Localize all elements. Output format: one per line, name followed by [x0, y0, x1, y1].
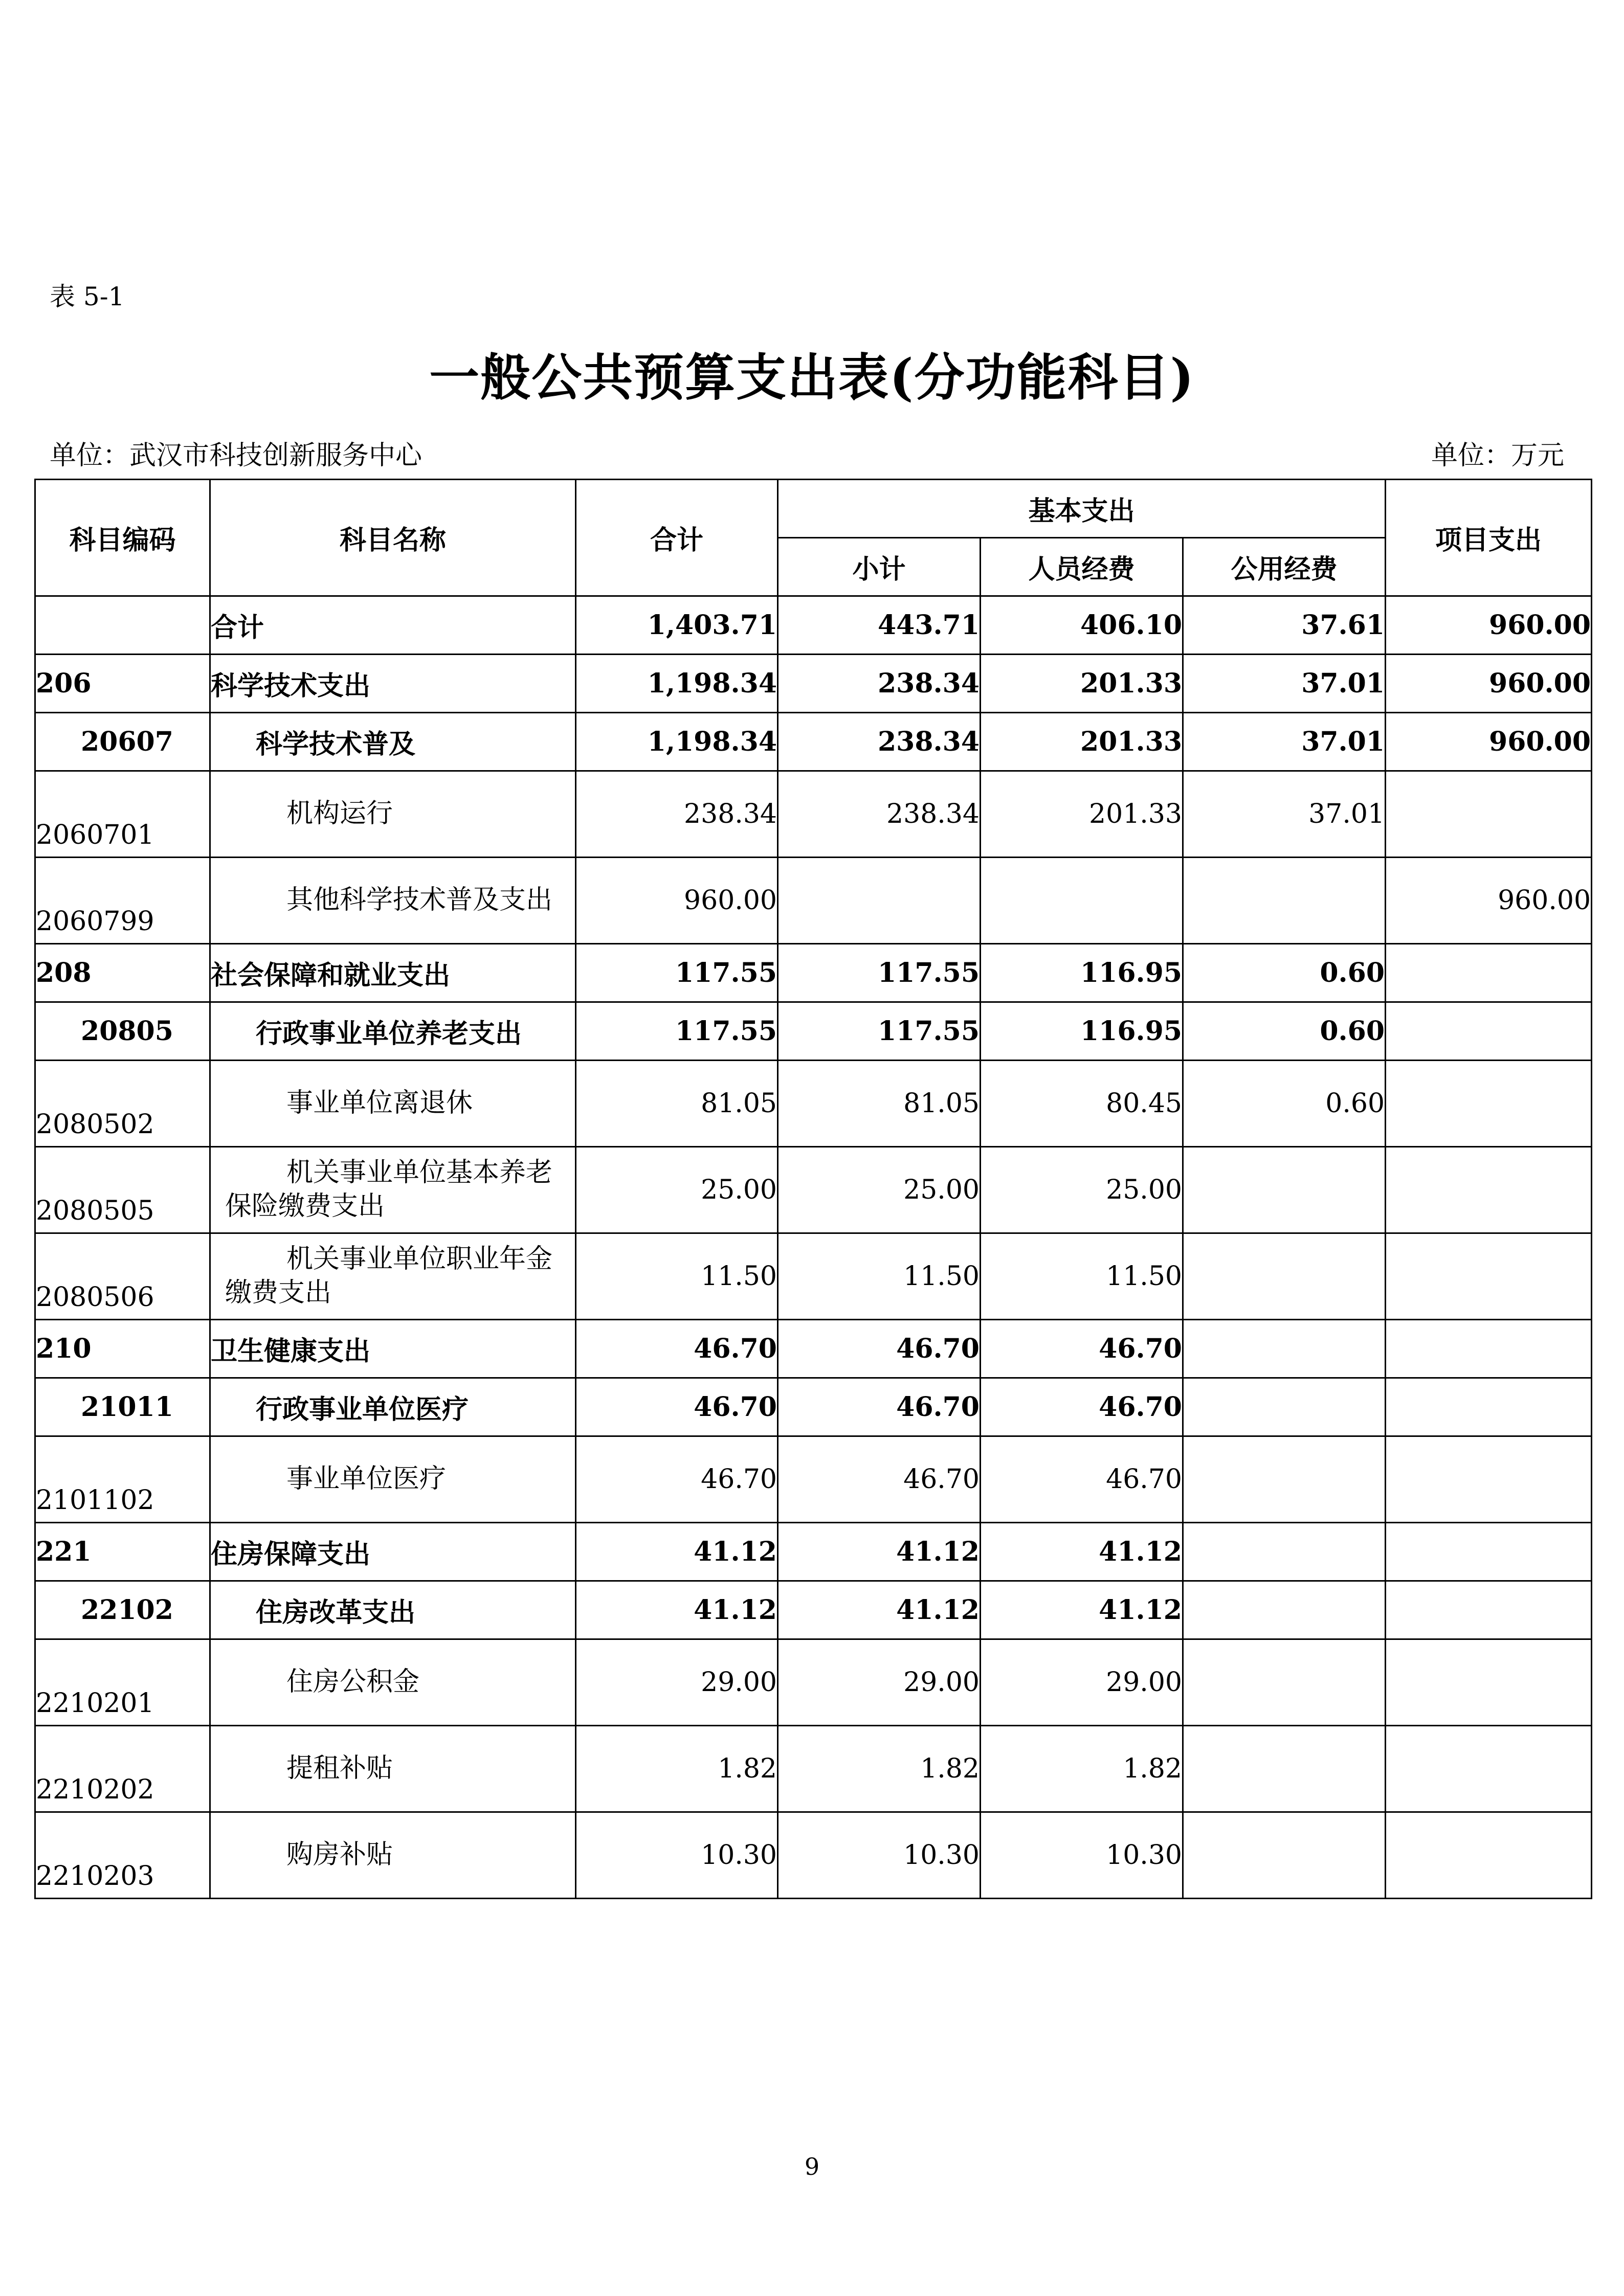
table-row	[35, 713, 1592, 771]
cell-code: 2080505	[35, 1147, 210, 1233]
table-row	[35, 1061, 1592, 1147]
cell-personnel: 201.33	[981, 655, 1183, 713]
page-number: 9	[804, 2153, 820, 2180]
budget-table	[34, 479, 1592, 1899]
cell-project	[1386, 1002, 1592, 1061]
cell-personnel: 1.82	[981, 1726, 1183, 1812]
table-row	[35, 1812, 1592, 1899]
cell-code: 2080506	[35, 1233, 210, 1320]
cell-code: 22102	[35, 1581, 210, 1639]
cell-name: 合计	[210, 596, 576, 655]
cell-name: 住房公积金	[210, 1639, 576, 1726]
table-row	[35, 1523, 1592, 1581]
header-public: 公用经费	[1183, 538, 1386, 596]
table-body	[35, 596, 1592, 1899]
cell-total: 41.12	[576, 1581, 778, 1639]
cell-total: 1.82	[576, 1726, 778, 1812]
cell-public: 0.60	[1183, 944, 1386, 1002]
cell-personnel: 80.45	[981, 1061, 1183, 1147]
cell-total: 29.00	[576, 1639, 778, 1726]
cell-project	[1386, 771, 1592, 858]
cell-name: 购房补贴	[210, 1812, 576, 1899]
cell-project: 960.00	[1386, 596, 1592, 655]
cell-public	[1183, 1378, 1386, 1436]
cell-public	[1183, 1147, 1386, 1233]
cell-subtotal: 117.55	[778, 944, 981, 1002]
cell-personnel: 406.10	[981, 596, 1183, 655]
cell-personnel: 116.95	[981, 944, 1183, 1002]
cell-subtotal: 1.82	[778, 1726, 981, 1812]
cell-project	[1386, 1639, 1592, 1726]
cell-name: 事业单位离退休	[210, 1061, 576, 1147]
cell-subtotal: 46.70	[778, 1378, 981, 1436]
cell-public	[1183, 1726, 1386, 1812]
cell-name: 住房改革支出	[210, 1581, 576, 1639]
cell-project	[1386, 1581, 1592, 1639]
cell-subtotal: 11.50	[778, 1233, 981, 1320]
cell-total: 81.05	[576, 1061, 778, 1147]
cell-project	[1386, 1320, 1592, 1378]
cell-public	[1183, 1812, 1386, 1899]
table-row	[35, 858, 1592, 944]
cell-public	[1183, 1523, 1386, 1581]
cell-public: 37.01	[1183, 655, 1386, 713]
cell-public: 0.60	[1183, 1002, 1386, 1061]
cell-public	[1183, 858, 1386, 944]
cell-code: 2210202	[35, 1726, 210, 1812]
cell-personnel: 46.70	[981, 1436, 1183, 1523]
cell-public: 37.01	[1183, 713, 1386, 771]
cell-public: 0.60	[1183, 1061, 1386, 1147]
cell-code: 2060799	[35, 858, 210, 944]
cell-project: 960.00	[1386, 858, 1592, 944]
cell-code: 2210203	[35, 1812, 210, 1899]
cell-project	[1386, 1233, 1592, 1320]
table-row	[35, 655, 1592, 713]
cell-personnel: 41.12	[981, 1523, 1183, 1581]
table-row	[35, 1002, 1592, 1061]
cell-total: 1,198.34	[576, 713, 778, 771]
cell-name: 行政事业单位医疗	[210, 1378, 576, 1436]
cell-subtotal: 41.12	[778, 1581, 981, 1639]
cell-name: 提租补贴	[210, 1726, 576, 1812]
cell-subtotal: 46.70	[778, 1320, 981, 1378]
cell-total: 46.70	[576, 1320, 778, 1378]
cell-personnel: 46.70	[981, 1378, 1183, 1436]
cell-project	[1386, 1378, 1592, 1436]
cell-public: 37.61	[1183, 596, 1386, 655]
cell-code: 208	[35, 944, 210, 1002]
cell-total: 117.55	[576, 1002, 778, 1061]
cell-subtotal: 29.00	[778, 1639, 981, 1726]
table-number: 表 5-1	[50, 282, 125, 311]
cell-subtotal: 10.30	[778, 1812, 981, 1899]
header-name: 科目名称	[210, 480, 576, 596]
cell-name: 其他科学技术普及支出	[210, 858, 576, 944]
cell-name: 卫生健康支出	[210, 1320, 576, 1378]
cell-code: 2210201	[35, 1639, 210, 1726]
cell-personnel: 25.00	[981, 1147, 1183, 1233]
cell-subtotal: 25.00	[778, 1147, 981, 1233]
cell-name: 科学技术普及	[210, 713, 576, 771]
cell-project	[1386, 1147, 1592, 1233]
cell-code: 20805	[35, 1002, 210, 1061]
cell-project	[1386, 1436, 1592, 1523]
cell-code: 2101102	[35, 1436, 210, 1523]
cell-subtotal: 81.05	[778, 1061, 981, 1147]
header-total: 合计	[576, 480, 778, 596]
cell-code	[35, 596, 210, 655]
cell-name: 机构运行	[210, 771, 576, 858]
cell-subtotal: 46.70	[778, 1436, 981, 1523]
unit-organization: 单位：武汉市科技创新服务中心	[50, 440, 422, 471]
cell-subtotal: 443.71	[778, 596, 981, 655]
cell-name: 住房保障支出	[210, 1523, 576, 1581]
table-row	[35, 771, 1592, 858]
cell-total: 10.30	[576, 1812, 778, 1899]
table-row	[35, 1436, 1592, 1523]
cell-subtotal	[778, 858, 981, 944]
cell-subtotal: 238.34	[778, 713, 981, 771]
cell-personnel: 116.95	[981, 1002, 1183, 1061]
cell-personnel: 46.70	[981, 1320, 1183, 1378]
cell-public: 37.01	[1183, 771, 1386, 858]
cell-personnel: 11.50	[981, 1233, 1183, 1320]
cell-project	[1386, 1523, 1592, 1581]
cell-total: 238.34	[576, 771, 778, 858]
cell-project	[1386, 1061, 1592, 1147]
cell-name: 机关事业单位职业年金缴费支出	[210, 1233, 576, 1320]
cell-code: 2080502	[35, 1061, 210, 1147]
cell-subtotal: 41.12	[778, 1523, 981, 1581]
cell-subtotal: 117.55	[778, 1002, 981, 1061]
cell-project	[1386, 1812, 1592, 1899]
cell-project	[1386, 944, 1592, 1002]
cell-public	[1183, 1436, 1386, 1523]
cell-total: 11.50	[576, 1233, 778, 1320]
table-row	[35, 1147, 1592, 1233]
cell-public	[1183, 1581, 1386, 1639]
cell-name: 社会保障和就业支出	[210, 944, 576, 1002]
cell-total: 41.12	[576, 1523, 778, 1581]
cell-project	[1386, 1726, 1592, 1812]
cell-name: 行政事业单位养老支出	[210, 1002, 576, 1061]
cell-personnel: 41.12	[981, 1581, 1183, 1639]
cell-name: 科学技术支出	[210, 655, 576, 713]
table-row	[35, 1320, 1592, 1378]
cell-personnel: 201.33	[981, 771, 1183, 858]
cell-public	[1183, 1233, 1386, 1320]
cell-code: 221	[35, 1523, 210, 1581]
cell-total: 46.70	[576, 1436, 778, 1523]
header-personnel: 人员经费	[981, 538, 1183, 596]
header-code: 科目编码	[35, 480, 210, 596]
cell-total: 960.00	[576, 858, 778, 944]
cell-public	[1183, 1320, 1386, 1378]
cell-total: 46.70	[576, 1378, 778, 1436]
header-basic: 基本支出	[778, 480, 1386, 538]
cell-code: 20607	[35, 713, 210, 771]
cell-personnel: 201.33	[981, 713, 1183, 771]
table-row	[35, 1378, 1592, 1436]
cell-personnel: 10.30	[981, 1812, 1183, 1899]
cell-name: 事业单位医疗	[210, 1436, 576, 1523]
cell-name: 机关事业单位基本养老保险缴费支出	[210, 1147, 576, 1233]
cell-personnel	[981, 858, 1183, 944]
cell-subtotal: 238.34	[778, 655, 981, 713]
cell-personnel: 29.00	[981, 1639, 1183, 1726]
cell-code: 21011	[35, 1378, 210, 1436]
cell-code: 206	[35, 655, 210, 713]
cell-total: 1,198.34	[576, 655, 778, 713]
header-project: 项目支出	[1386, 480, 1592, 596]
table-row	[35, 1639, 1592, 1726]
table-row	[35, 1233, 1592, 1320]
page-title: 一般公共预算支出表(分功能科目)	[429, 348, 1195, 407]
header-row	[35, 480, 1592, 538]
cell-public	[1183, 1639, 1386, 1726]
cell-total: 25.00	[576, 1147, 778, 1233]
table-row	[35, 944, 1592, 1002]
cell-subtotal: 238.34	[778, 771, 981, 858]
cell-code: 2060701	[35, 771, 210, 858]
header-subtotal: 小计	[778, 538, 981, 596]
table-row	[35, 1581, 1592, 1639]
cell-code: 210	[35, 1320, 210, 1378]
cell-project: 960.00	[1386, 655, 1592, 713]
table-row	[35, 596, 1592, 655]
cell-total: 117.55	[576, 944, 778, 1002]
cell-project: 960.00	[1386, 713, 1592, 771]
unit-currency: 单位：万元	[1431, 440, 1564, 471]
table-row	[35, 1726, 1592, 1812]
cell-total: 1,403.71	[576, 596, 778, 655]
